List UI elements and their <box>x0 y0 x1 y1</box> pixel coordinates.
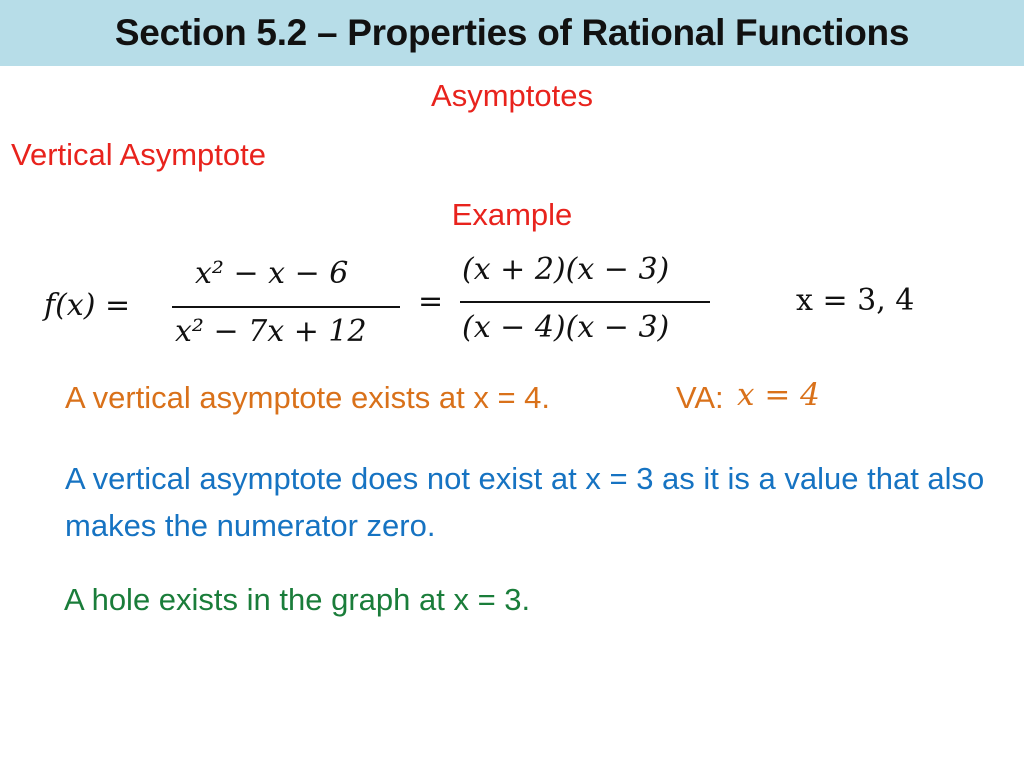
va-equation: x = 4 <box>737 377 820 413</box>
page-title: Section 5.2 – Properties of Rational Functions <box>114 12 910 53</box>
title-bar <box>0 0 1024 66</box>
function-lhs: f(x) = <box>44 288 131 323</box>
va-statement: A vertical asymptote exists at x = 4. <box>65 380 551 415</box>
no-va-statement: A vertical asymptote does not exist at x = 3 as it is a value that also makes the numerator zero. <box>65 461 985 543</box>
subtitle: Asymptotes <box>431 78 593 113</box>
equals-sign: = <box>418 284 444 319</box>
example-label: Example <box>451 197 573 232</box>
fraction-bar <box>172 306 400 308</box>
fraction-numerator: x² − x − 6 <box>195 256 349 291</box>
factored-fraction-bar <box>460 301 710 303</box>
factored-numerator: (x + 2)(x − 3) <box>462 252 670 287</box>
factored-denominator: (x − 4)(x − 3) <box>462 310 670 345</box>
zeros-value: x = 3, 4 <box>796 283 915 318</box>
va-label: VA: <box>676 380 724 415</box>
hole-statement: A hole exists in the graph at x = 3. <box>64 582 531 617</box>
section-heading: Vertical Asymptote <box>11 137 267 172</box>
fraction-denominator: x² − 7x + 12 <box>175 314 367 349</box>
